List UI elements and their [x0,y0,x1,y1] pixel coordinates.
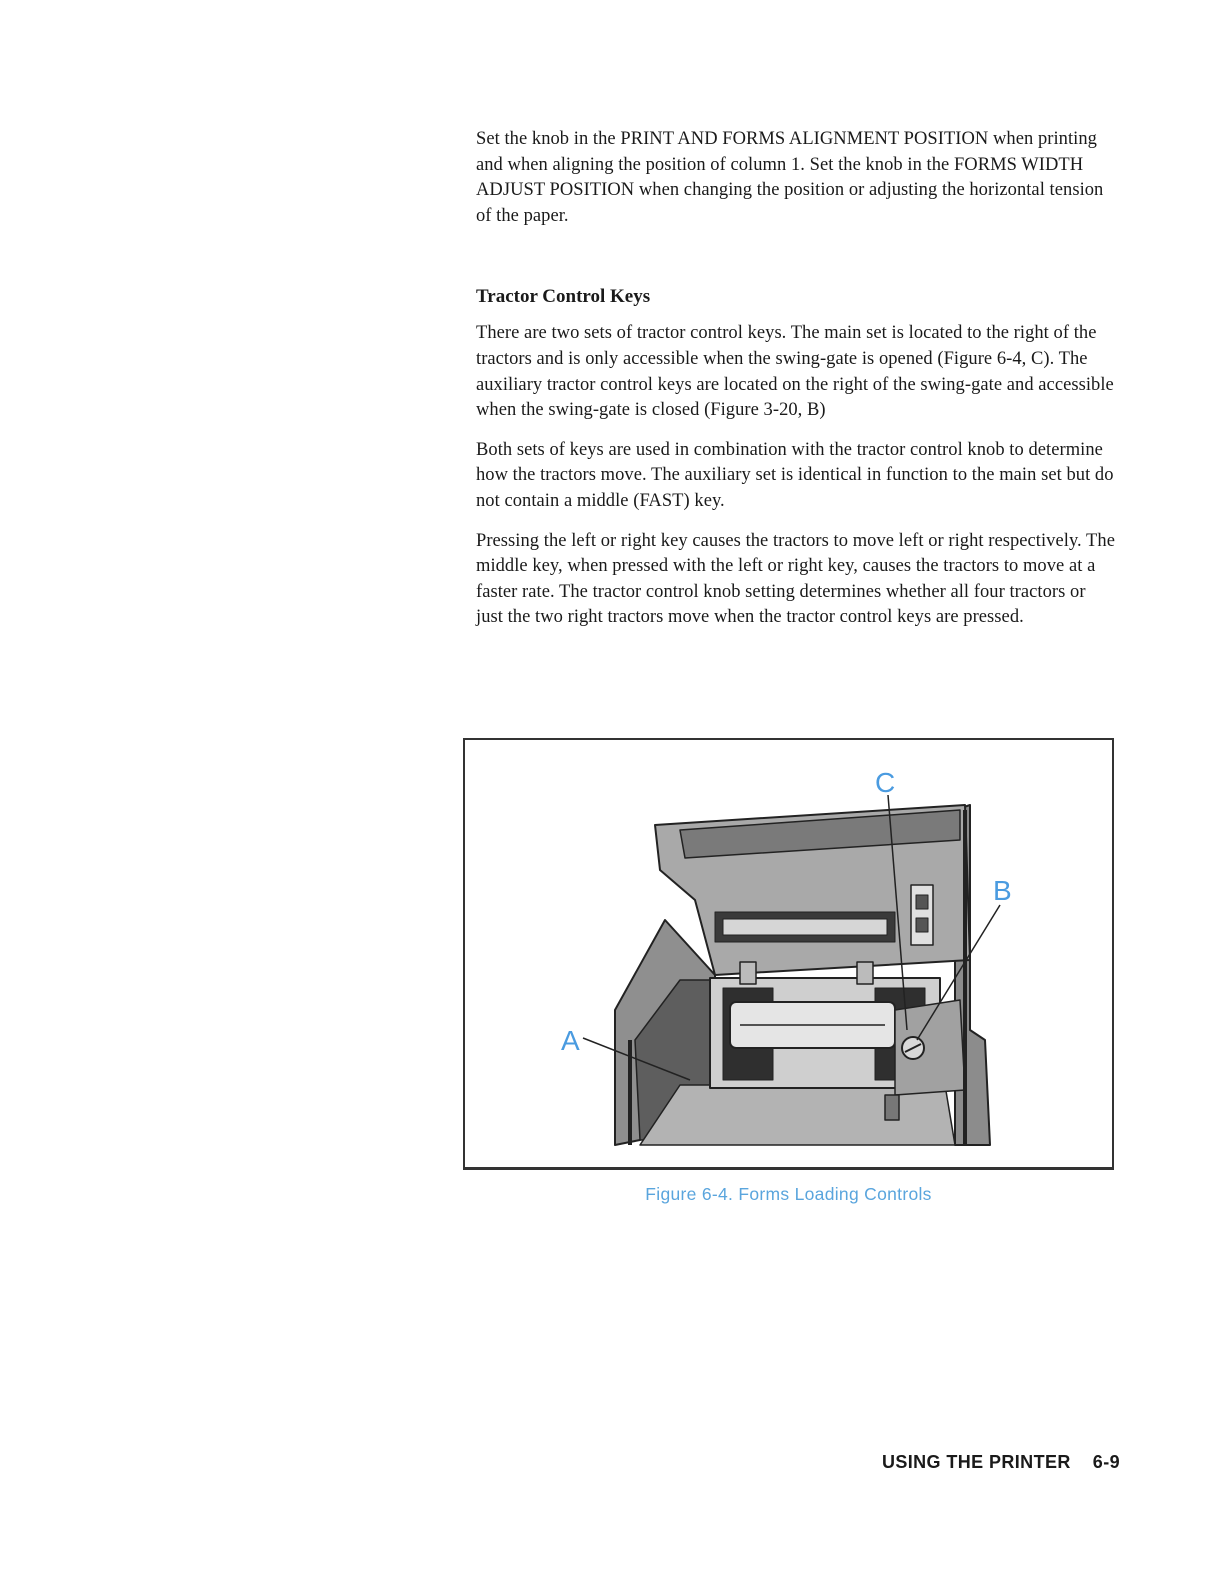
callout-c: C [875,767,896,798]
paragraph-key-function: Pressing the left or right key causes the tractors to move left or right respectively. The middle key, when pressed with the left or right key, causes the tractors to move at a faster rate. The tractor control knob setting determines whether all four tractors or just the two right tractors move when the tractor control keys are pressed. [476,530,1115,628]
footer-section-title: USING THE PRINTER [881,1452,1071,1472]
figure-caption: Figure 6-4. Forms Loading Controls [645,1184,932,1204]
page-footer [882,1452,1120,1473]
figure-frame [463,738,1114,1170]
paragraph-tractor-key-sets: There are two sets of tractor control keys. The main set is located to the right of the tractors and is only accessible when the swing-gate is opened (Figure 6-4, C). The auxiliary tractor control keys are located on the right of the swing-gate and accessible when the swing-gate is closed (Figure 3-20, B) [476,323,1114,421]
paragraph-key-combination: Both sets of keys are used in combination with the tractor control knob to determine how the tractors move. The auxiliary set is identical in function to the main set but do not contain a middle (FAST) key. [476,439,1114,511]
page-number: 6-9 [1092,1452,1120,1472]
callout-b: B [993,875,1012,906]
text-column [476,127,1116,645]
printer-drawing [615,805,990,1145]
intro-paragraph: Set the knob in the PRINT AND FORMS ALIGNMENT POSITION when printing and when aligning the position of column 1. Set the knob in the FORMS WIDTH ADJUST POSITION when changing the position or adjusting the horizontal tension of the paper. [476,129,1104,226]
callout-a: A [561,1025,580,1056]
printer-illustration [465,740,1112,1164]
section-heading: Tractor Control Keys [476,286,651,308]
